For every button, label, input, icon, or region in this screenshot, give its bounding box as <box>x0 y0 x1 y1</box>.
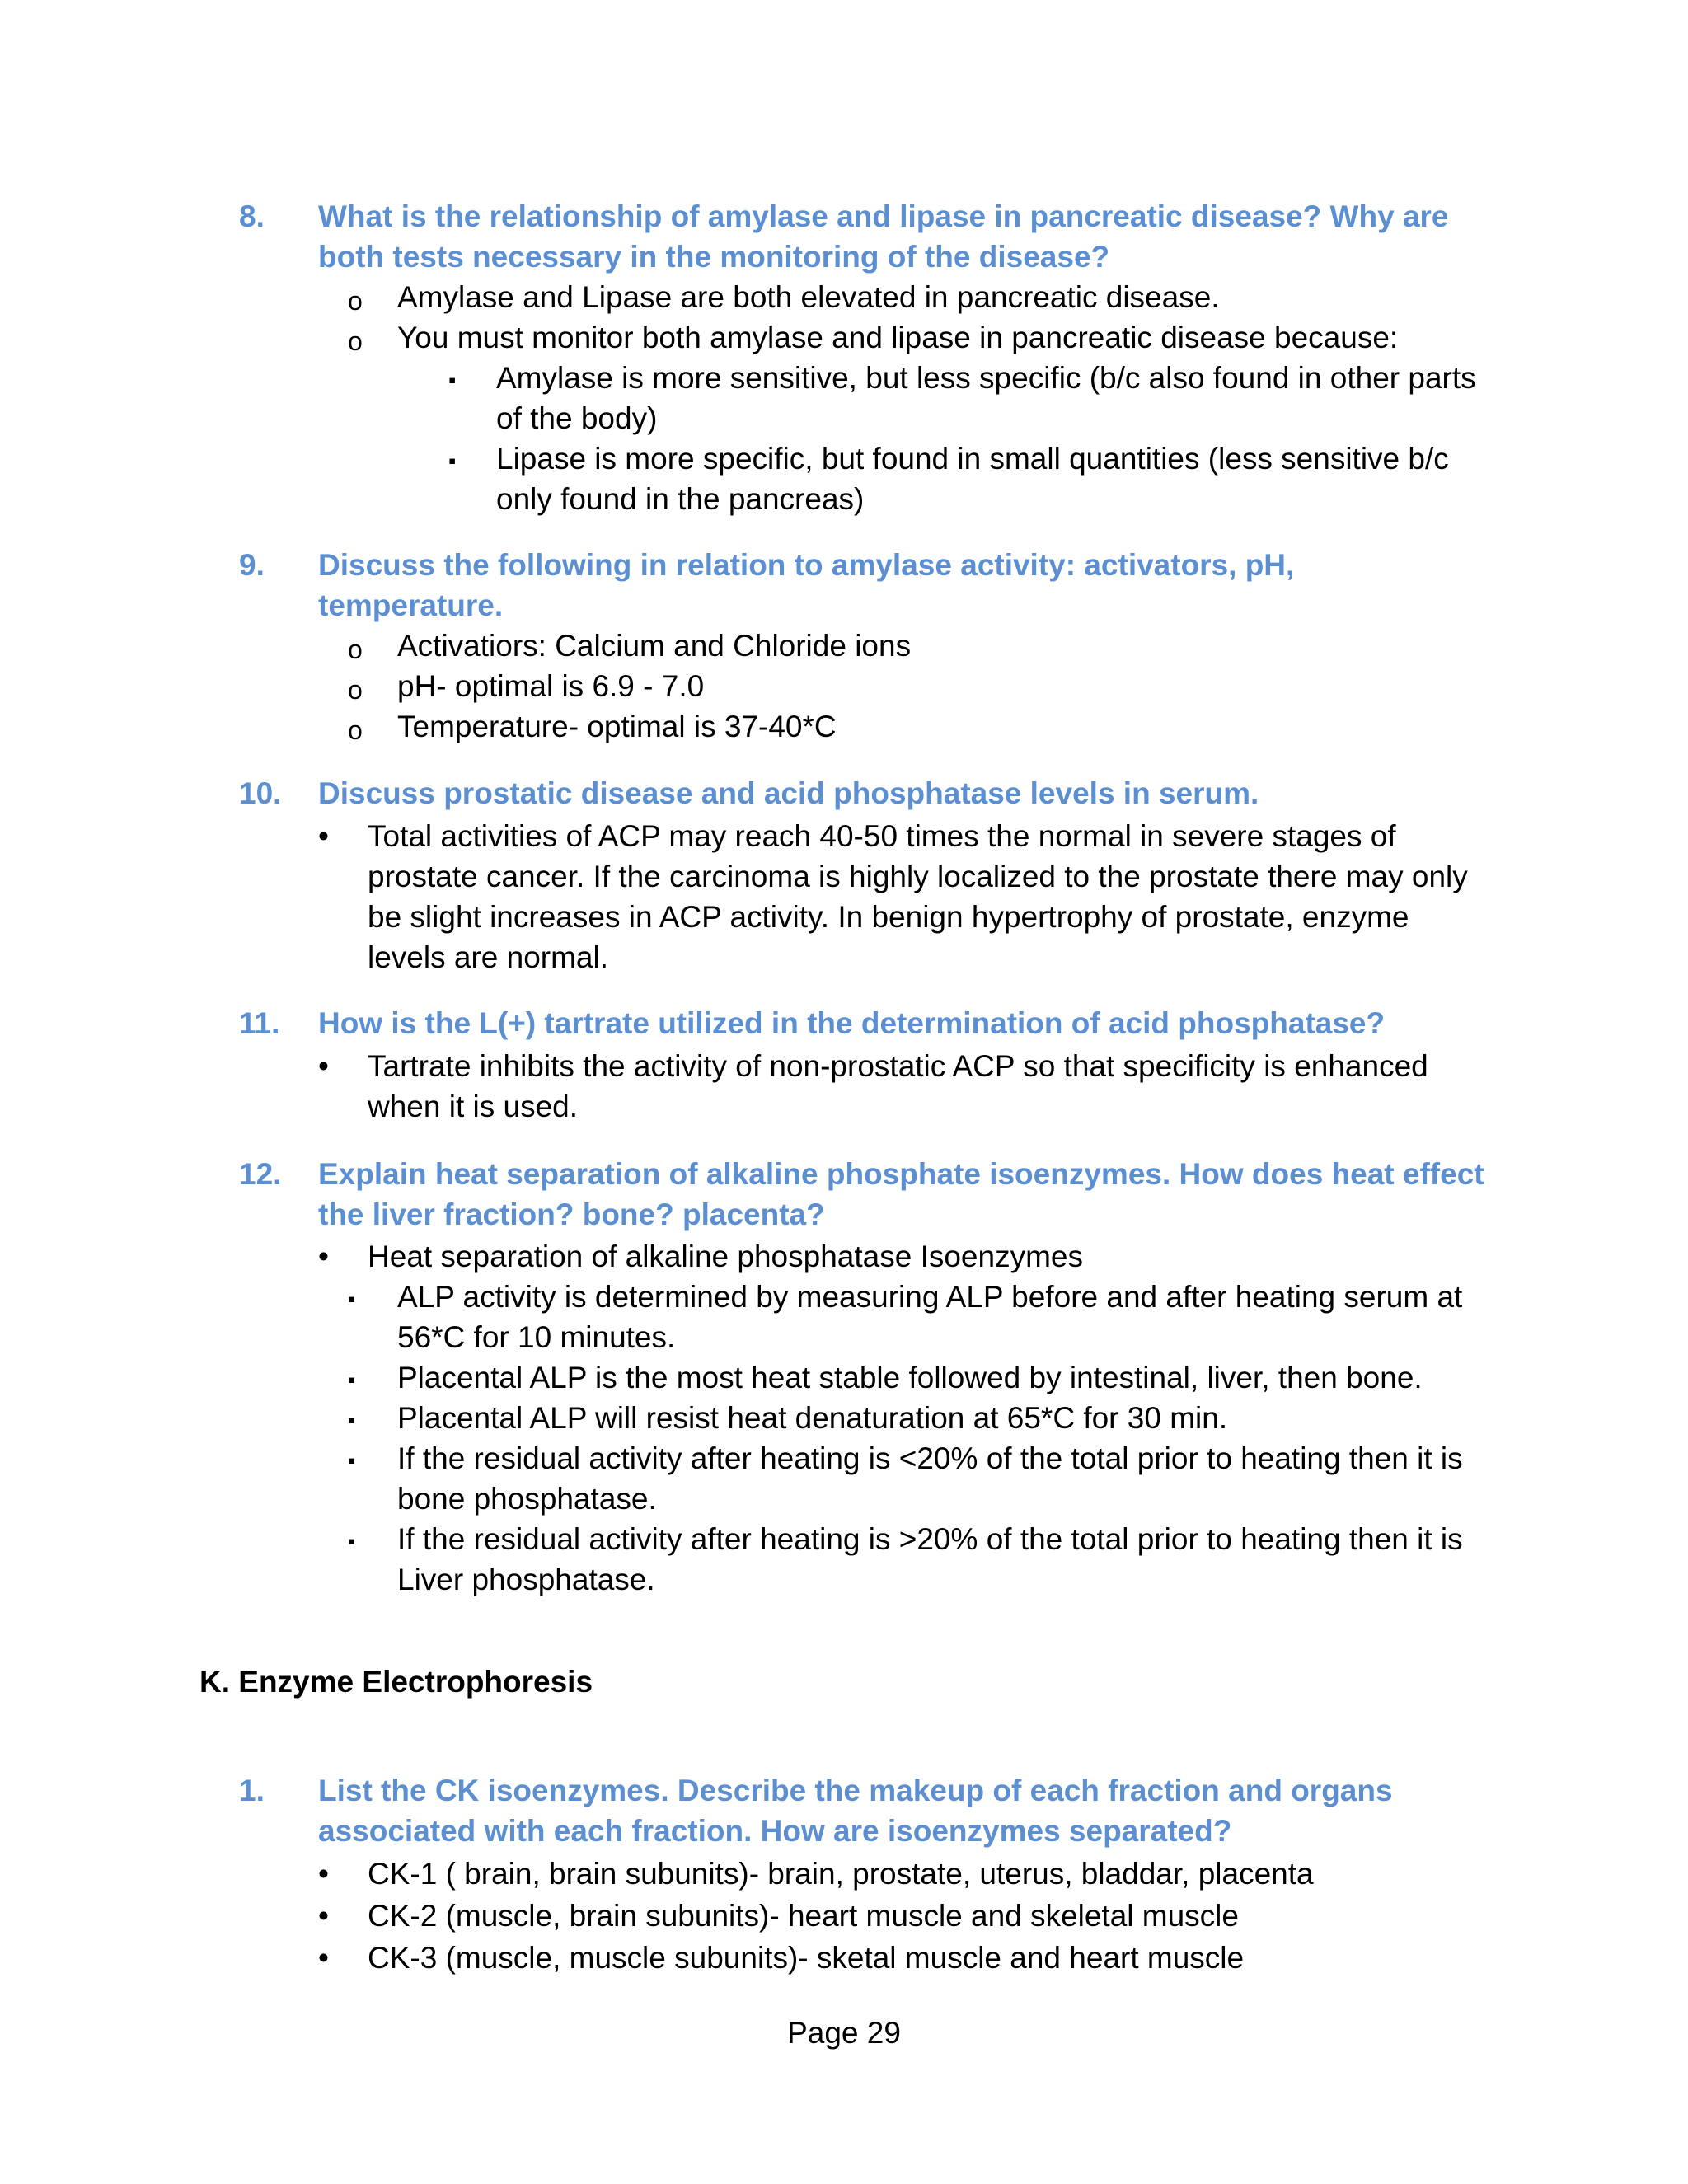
answer-subitem: If the residual activity after heating is >20% of the total prior to heating then it is Liver phosphatase. <box>397 1522 1463 1596</box>
answer-subitem: Amylase is more sensitive, but less specific (b/c also found in other parts of the body) <box>496 361 1476 435</box>
answer-item: Total activities of ACP may reach 40-50 times the normal in severe stages of prostate cancer. If the carcinoma is highly localized to the prostate there may only be slight increases in ACP activity. In benign hypertrophy of prostate, enzyme levels are normal. <box>368 819 1468 974</box>
question-text: Discuss the following in relation to amylase activity: activators, pH, temperature. <box>318 548 1295 622</box>
circle-bullet-icon: o <box>348 286 363 316</box>
circle-bullet-icon: o <box>348 326 363 356</box>
circle-bullet-icon: o <box>348 675 363 705</box>
question-number: 1. <box>239 1774 265 1807</box>
answer-subitem: Placental ALP is the most heat stable followed by intestinal, liver, then bone. <box>397 1361 1423 1394</box>
square-bullet-icon: ▪ <box>448 368 457 392</box>
square-bullet-icon: ▪ <box>348 1408 356 1432</box>
square-bullet-icon: ▪ <box>348 1367 356 1392</box>
answer-item: CK-2 (muscle, brain subunits)- heart muscle and skeletal muscle <box>368 1899 1239 1933</box>
answer-item: CK-3 (muscle, muscle subunits)- sketal muscle and heart muscle <box>368 1941 1245 1975</box>
page-number: Page 29 <box>787 2016 901 2050</box>
answer-item: Tartrate inhibits the activity of non-prostatic ACP so that specificity is enhanced when it is used. <box>368 1049 1428 1123</box>
question-text: Explain heat separation of alkaline phosphate isoenzymes. How does heat effect the liver fraction? bone? placenta? <box>318 1157 1484 1231</box>
circle-bullet-icon: o <box>348 715 363 745</box>
question-number: 10. <box>239 776 282 810</box>
question-number: 9. <box>239 548 265 582</box>
answer-item: You must monitor both amylase and lipase in pancreatic disease because: <box>397 321 1399 354</box>
answer-item: pH- optimal is 6.9 - 7.0 <box>397 669 705 703</box>
square-bullet-icon: ▪ <box>348 1529 356 1554</box>
question-text: List the CK isoenzymes. Describe the makeup of each fraction and organs associated with each fraction. How are isoenzymes separated? <box>318 1774 1393 1848</box>
answer-item: Heat separation of alkaline phosphatase Isoenzymes <box>368 1240 1083 1273</box>
answer-subitem: If the residual activity after heating is <20% of the total prior to heating then it is bone phosphatase. <box>397 1441 1463 1516</box>
answer-item: Activatiors: Calcium and Chloride ions <box>397 629 912 663</box>
round-bullet-icon: • <box>318 1899 329 1933</box>
square-bullet-icon: ▪ <box>348 1286 356 1311</box>
section-heading: K. Enzyme Electrophoresis <box>199 1665 593 1699</box>
question-text: How is the L(+) tartrate utilized in the determination of acid phosphatase? <box>318 1006 1386 1040</box>
circle-bullet-icon: o <box>348 635 363 664</box>
round-bullet-icon: • <box>318 1857 329 1891</box>
round-bullet-icon: • <box>318 1941 329 1975</box>
question-text: What is the relationship of amylase and lipase in pancreatic disease? Why are both tests necessary in the monitoring of the disease? <box>318 199 1449 274</box>
answer-item: Temperature- optimal is 37-40*C <box>397 710 837 743</box>
round-bullet-icon: • <box>318 819 329 853</box>
square-bullet-icon: ▪ <box>448 448 457 473</box>
round-bullet-icon: • <box>318 1240 329 1273</box>
answer-subitem: Lipase is more specific, but found in small quantities (less sensitive b/c only found in the pancreas) <box>496 442 1449 516</box>
question-number: 12. <box>239 1157 282 1191</box>
round-bullet-icon: • <box>318 1049 329 1083</box>
square-bullet-icon: ▪ <box>348 1448 356 1473</box>
answer-subitem: Placental ALP will resist heat denaturation at 65*C for 30 min. <box>397 1401 1228 1435</box>
question-number: 8. <box>239 199 265 233</box>
answer-subitem: ALP activity is determined by measuring ALP before and after heating serum at 56*C for 10 minutes. <box>397 1280 1463 1354</box>
question-text: Discuss prostatic disease and acid phosphatase levels in serum. <box>318 776 1259 810</box>
answer-item: CK-1 ( brain, brain subunits)- brain, prostate, uterus, bladdar, placenta <box>368 1857 1314 1891</box>
question-number: 11. <box>239 1006 280 1040</box>
answer-item: Amylase and Lipase are both elevated in pancreatic disease. <box>397 280 1220 314</box>
